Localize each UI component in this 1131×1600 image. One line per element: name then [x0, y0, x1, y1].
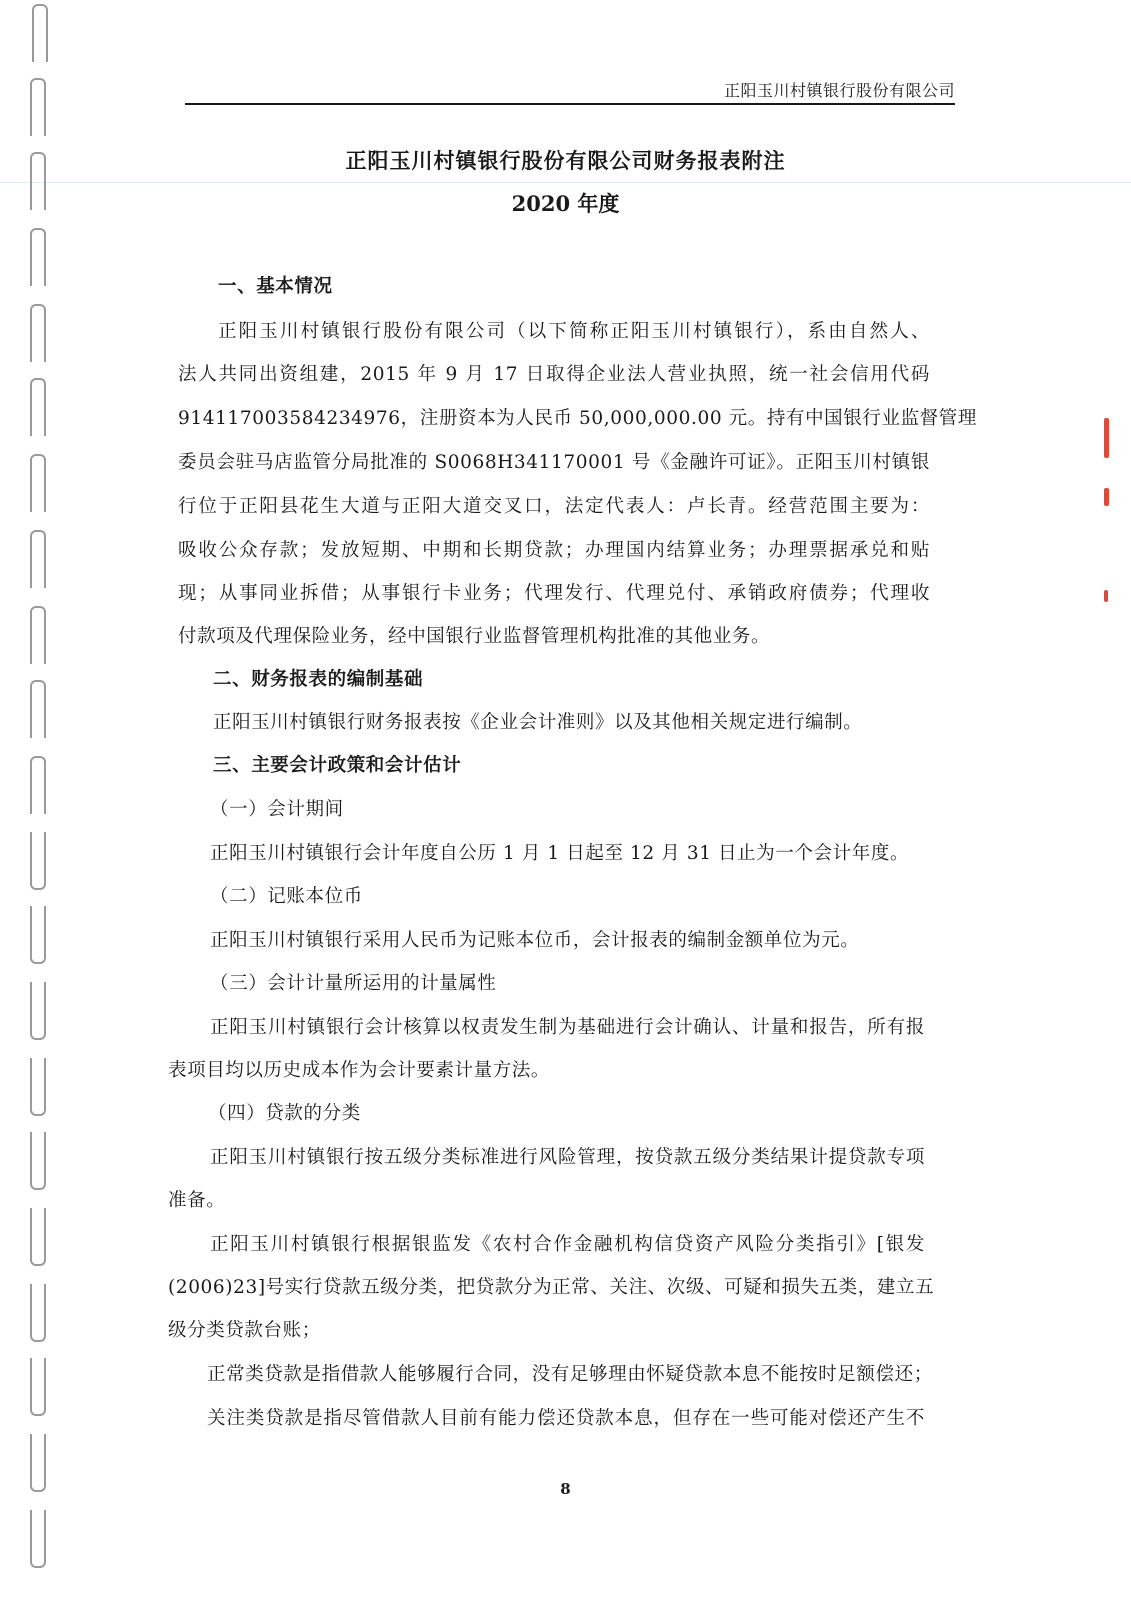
- paragraph-line: 正阳玉川村镇银行会计年度自公历 1 月 1 日起至 12 月 31 日止为一个会计年度。: [210, 843, 910, 864]
- binding-mark: [30, 1058, 46, 1116]
- binding-mark: [30, 680, 46, 738]
- paragraph-line: 正常类贷款是指借款人能够履行合同，没有足够理由怀疑贷款本息不能按时足额偿还；: [207, 1364, 933, 1385]
- seal-stamp-fragment: [1104, 590, 1108, 602]
- paragraph-line: 正阳玉川村镇银行按五级分类标准进行风险管理，按贷款五级分类结果计提贷款专项: [210, 1147, 925, 1168]
- binding-mark: [30, 756, 46, 814]
- binding-mark: [30, 1358, 46, 1416]
- paragraph-line: 付款项及代理保险业务，经中国银行业监督管理机构批准的其他业务。: [178, 626, 771, 647]
- binding-mark: [32, 4, 48, 62]
- scan-guide-line: [0, 182, 1131, 183]
- section-heading-basic-info: 一、基本情况: [218, 276, 333, 297]
- binding-mark: [30, 832, 46, 890]
- seal-stamp-fragment: [1104, 418, 1109, 458]
- binding-mark: [30, 78, 46, 136]
- paragraph-line: 正阳玉川村镇银行采用人民币为记账本位币，会计报表的编制金额单位为元。: [210, 930, 860, 951]
- paragraph-line: 法人共同出资组建，2015 年 9 月 17 日取得企业法人营业执照，统一社会信用代码: [178, 364, 930, 385]
- paragraph-line: 委员会驻马店监管分局批准的 S0068H341170001 号《金融许可证》。正阳玉川村镇银: [178, 452, 930, 473]
- page-number: 8: [560, 1480, 571, 1498]
- paragraph-line: 现；从事同业拆借；从事银行卡业务；代理发行、代理兑付、承销政府债券；代理收: [178, 583, 930, 604]
- paragraph-line: 准备。: [168, 1190, 226, 1211]
- binding-mark: [30, 606, 46, 664]
- paragraph-line: 关注类贷款是指尽管借款人目前有能力偿还贷款本息，但存在一些可能对偿还产生不: [207, 1408, 925, 1429]
- paragraph-line: (2006)23]号实行贷款五级分类，把贷款分为正常、关注、次级、可疑和损失五类，建立五: [168, 1277, 935, 1298]
- header-rule: [185, 103, 955, 105]
- paragraph-line: 行位于正阳县花生大道与正阳大道交叉口，法定代表人：卢长青。经营范围主要为：: [178, 496, 930, 517]
- seal-stamp-fragment: [1104, 488, 1109, 506]
- paragraph-line: 914117003584234976，注册资本为人民币 50,000,000.00 元。持有中国银行业监督管理: [178, 408, 977, 429]
- paragraph-line: 正阳玉川村镇银行根据银监发《农村合作金融机构信贷资产风险分类指引》[银发: [210, 1234, 925, 1255]
- binding-mark: [30, 1208, 46, 1266]
- subsection-heading: （三）会计计量所运用的计量属性: [210, 973, 497, 994]
- binding-mark: [30, 906, 46, 964]
- document-title: 正阳玉川村镇银行股份有限公司财务报表附注: [345, 148, 786, 173]
- binding-mark: [30, 304, 46, 362]
- paragraph-line: 正阳玉川村镇银行会计核算以权责发生制为基础进行会计确认、计量和报告，所有报: [210, 1017, 925, 1038]
- paragraph-line: 级分类贷款台账；: [168, 1320, 321, 1341]
- paragraph-line: 表项目均以历史成本作为会计要素计量方法。: [168, 1060, 551, 1081]
- binding-mark: [30, 378, 46, 436]
- section-heading-policies: 三、主要会计政策和会计估计: [213, 755, 462, 776]
- binding-mark: [30, 228, 46, 286]
- paragraph-line: 正阳玉川村镇银行财务报表按《企业会计准则》以及其他相关规定进行编制。: [213, 712, 863, 733]
- binding-mark: [30, 1510, 46, 1568]
- binding-marks: [20, 0, 60, 1600]
- binding-mark: [30, 530, 46, 588]
- document-year: 2020 年度: [511, 191, 620, 216]
- binding-mark: [30, 1284, 46, 1342]
- section-heading-basis: 二、财务报表的编制基础: [213, 669, 424, 690]
- subsection-heading: （二）记账本位币: [210, 886, 363, 907]
- paragraph-line: 吸收公众存款；发放短期、中期和长期贷款；办理国内结算业务；办理票据承兑和贴: [178, 540, 930, 561]
- binding-mark: [30, 982, 46, 1040]
- binding-mark: [30, 1132, 46, 1190]
- subsection-heading: （一）会计期间: [210, 799, 344, 820]
- paragraph-line: 正阳玉川村镇银行股份有限公司（以下简称正阳玉川村镇银行），系由自然人、: [218, 321, 930, 342]
- running-header: 正阳玉川村镇银行股份有限公司: [723, 81, 955, 100]
- binding-mark: [30, 454, 46, 512]
- subsection-heading: （四）贷款的分类: [208, 1103, 361, 1124]
